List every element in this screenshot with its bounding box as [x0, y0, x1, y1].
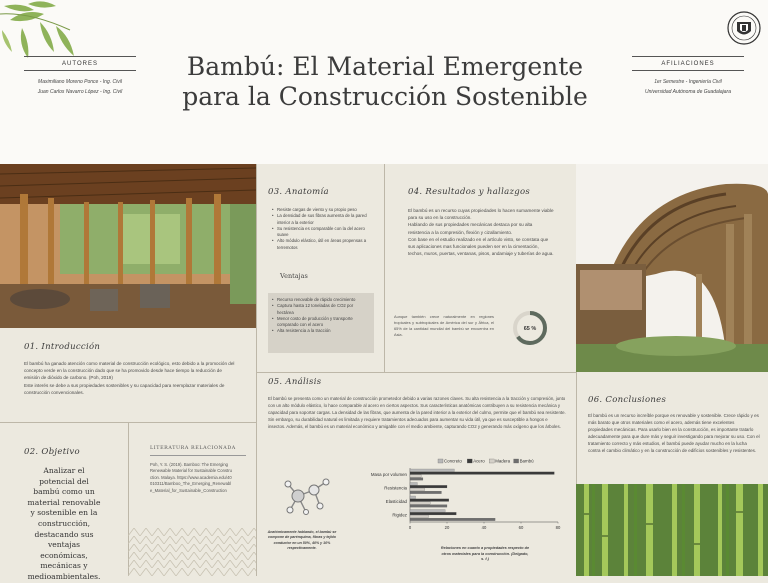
- bar: [410, 499, 449, 502]
- bar: [410, 483, 417, 486]
- category-label: Rigidez: [392, 512, 407, 518]
- bamboo-forest-photo: [576, 484, 768, 576]
- x-tick-label: 40: [481, 525, 487, 530]
- introduccion-title: 01. Introducción: [24, 342, 101, 352]
- percentage-donut: [510, 308, 550, 348]
- bar: [410, 469, 454, 472]
- bar: [410, 478, 423, 481]
- list-item: • Menor costo de producción y transporte comparado con el acero: [272, 316, 370, 329]
- introduccion-text: [24, 360, 238, 396]
- author-name: Juan Carlos Navarro López - Ing. Civil: [37, 89, 123, 95]
- list-item: • Alto módulo elástico, útil en áreas propensas a terremotos: [272, 238, 376, 251]
- divider: [24, 70, 136, 71]
- bar: [410, 505, 447, 508]
- conclusiones-text: El bambú es un recurso increíble porque es renovable y sostenible. Crece rápido y es más barato que otros materiales como el acero, además tiene excelentes propiedades mecánicas. Para usarlo bien en la construcción, es importante tratarlo adecuadamente para que dure más y seguir investigando para mejorar su uso. Con el tratamiento correcto y más estudios, el bambú puede ayudar mucho en la lucha contra el cambio climático y en la construcción de edificios sostenibles y resistentes.: [588, 413, 760, 453]
- affiliation-line: Universidad Autónoma de Guadalajara: [645, 89, 731, 95]
- bamboo-pavilion-photo: [576, 164, 768, 372]
- ventajas-title: Ventajas: [280, 272, 308, 280]
- affiliations-heading: AFILIACIONES: [661, 61, 715, 67]
- anatomia-list: [272, 207, 376, 251]
- molecule-caption: Anatómicamente hablando, el bambú se compone de parénquima, fibras y tejido conductor en un 50%, 40% y 10% respectivamente.: [267, 530, 337, 551]
- objetivo-title: 02. Objetivo: [24, 447, 80, 457]
- x-tick-label: 60: [518, 525, 524, 530]
- legend-swatch: [514, 459, 519, 463]
- university-seal-icon: [726, 10, 762, 46]
- resultados-paragraph: El bambú es un recurso cuyas propiedades lo hacen sumamente viable para su uso en la construcción.: [408, 208, 554, 221]
- donut-caption: Aunque también crece naturalmente en regiones tropicales y subtropicales de América del sur y África, el 65% de la cantidad mundial del bambú se encuentra en Asia.: [394, 314, 494, 337]
- authors-heading: AUTORES: [62, 61, 98, 67]
- introduccion-paragraph: Este interés se debe a sus propiedades sostenibles y su capacidad para reemplazar materiales de construcción convencionales.: [24, 382, 225, 395]
- introduccion-paragraph: El bambú ha ganado atención como material de construcción ecológico, esto debido a la promoción del concepto verde en la construcción dado que se ha promovido desde hace tiempo la reducción de emisión de dióxido de carbono. (Poh, 2019): [24, 361, 235, 381]
- list-item: • Recurso renovable de rápido crecimiento: [272, 297, 370, 303]
- legend-swatch: [438, 459, 443, 463]
- donut-label: 65 %: [523, 326, 537, 332]
- bar: [410, 485, 447, 488]
- affiliation-line: 1er Semestre - Ingeniería Civil: [654, 79, 722, 85]
- bar: [410, 518, 495, 521]
- molecule-icon: [276, 470, 336, 520]
- resultados-paragraph: Con base en el estudio realizado en el artículo visto, se constata que sus aplicaciones mas funcionales pueden ser en la cimentación, techos, muros, puertas, ventanas, pisos, andamiaje y tuberías de agua.: [408, 236, 554, 257]
- analisis-text: El bambú se presenta como un material de construcción prometedor debido a varias razones claves. Su alta resistencia a la tracción y compresión, junto con un alto módulo elástico, lo hace comparable al acero en ciertos aspectos. Sus características anatómicas contribuyen a su resistencia mecánica y capacidad para soportar cargas. La densidad de las fibras, que aumenta de la pared interior a la exterior del culmo, permite que el bambú sea resistente. Sin embargo, su durabilidad natural es limitada y requiere tratamientos adecuados para aumentar su vida útil, ya que es susceptible a hongos e insectos. Además, el bambú es un material económico y amigable con el medio ambiente, capturando CO2 y generando más oxígeno que los árboles.: [268, 396, 566, 429]
- anatomia-title: 03. Anatomía: [268, 187, 329, 197]
- affiliations-box: [632, 56, 744, 97]
- properties-bar-chart: [350, 456, 570, 540]
- title-line-1: Bambú: El Material Emergente: [186, 52, 584, 81]
- bar: [410, 488, 425, 491]
- bar: [410, 472, 554, 475]
- literatura-text: Poh, Y. S. (2019). Bamboo: The Emerging Renewable Material for Sustainable Construction. Malaya. https://www.academia.edu/40010311/Bamboo_The_Emerging_Renewable_Material_for_Sustainable_Construction: [150, 462, 232, 493]
- bar: [410, 502, 430, 505]
- divider: [632, 70, 744, 71]
- list-item: • La densidad de sus fibras aumenta de la pared interior a la exterior: [272, 213, 376, 226]
- divider: [384, 164, 385, 372]
- literatura-title: LITERATURA RELACIONADA: [150, 446, 236, 451]
- poster-title: [180, 52, 590, 112]
- bamboo-house-photo: [0, 164, 256, 328]
- legend-label: Bambú: [519, 458, 534, 464]
- x-tick-label: 20: [444, 525, 450, 530]
- x-tick-label: 80: [555, 525, 561, 530]
- bar: [410, 515, 429, 518]
- analisis-title: 05. Análisis: [268, 377, 322, 387]
- author-name: Maximiliano Moreno Ponce - Ing. Civil: [38, 79, 122, 85]
- list-item: • Su resistencia es comparable con la del acero suave: [272, 226, 376, 239]
- divider: [256, 372, 576, 373]
- divider: [150, 455, 246, 456]
- objetivo-text: Analizar el potencial del bambú como un material renovable y sostenible en la construcción, destacando sus ventajas económicas, mecánicas y medioambientales.: [27, 466, 101, 581]
- ventajas-list: [268, 293, 374, 335]
- category-label: Masa por volumen: [370, 471, 407, 477]
- resultados-text: [408, 207, 554, 257]
- x-tick-label: 0: [408, 525, 412, 530]
- legend-label: Acero: [473, 458, 485, 464]
- bar: [410, 496, 416, 499]
- authors-box: [24, 56, 136, 97]
- list-item: • Alta resistencia a la tracción: [272, 328, 370, 334]
- bar: [410, 510, 445, 513]
- legend-label: Concreto: [444, 458, 462, 464]
- zigzag-pattern: [128, 528, 256, 576]
- title-line-2: para la Construcción Sostenible: [182, 82, 588, 111]
- legend-swatch: [467, 459, 472, 463]
- conclusiones-title: 06. Conclusiones: [588, 395, 667, 405]
- list-item: • Resiste cargas de viento y su propio peso: [272, 207, 376, 213]
- bar: [410, 491, 441, 494]
- resultados-paragraph: Hablando de sus propiedades mecánicas destaca por su alta resistencia a la compresión, flexión y cizallamiento.: [408, 222, 533, 235]
- category-label: Elasticidad: [385, 498, 407, 504]
- bar: [410, 512, 456, 515]
- resultados-title: 04. Resultados y hallazgos: [408, 187, 531, 197]
- list-item: • Captura hasta 12 toneladas de CO2 por hectárea: [272, 303, 370, 316]
- legend-label: Madera: [495, 458, 511, 464]
- legend-swatch: [489, 459, 494, 463]
- category-label: Resistencia: [384, 485, 407, 491]
- ventajas-box: [268, 293, 374, 353]
- chart-caption: Relaciones en cuanto a propiedades respecto de otros materiales para la construcción. (Delgado, s. f.): [440, 546, 530, 562]
- bar: [410, 475, 421, 478]
- divider: [256, 164, 257, 576]
